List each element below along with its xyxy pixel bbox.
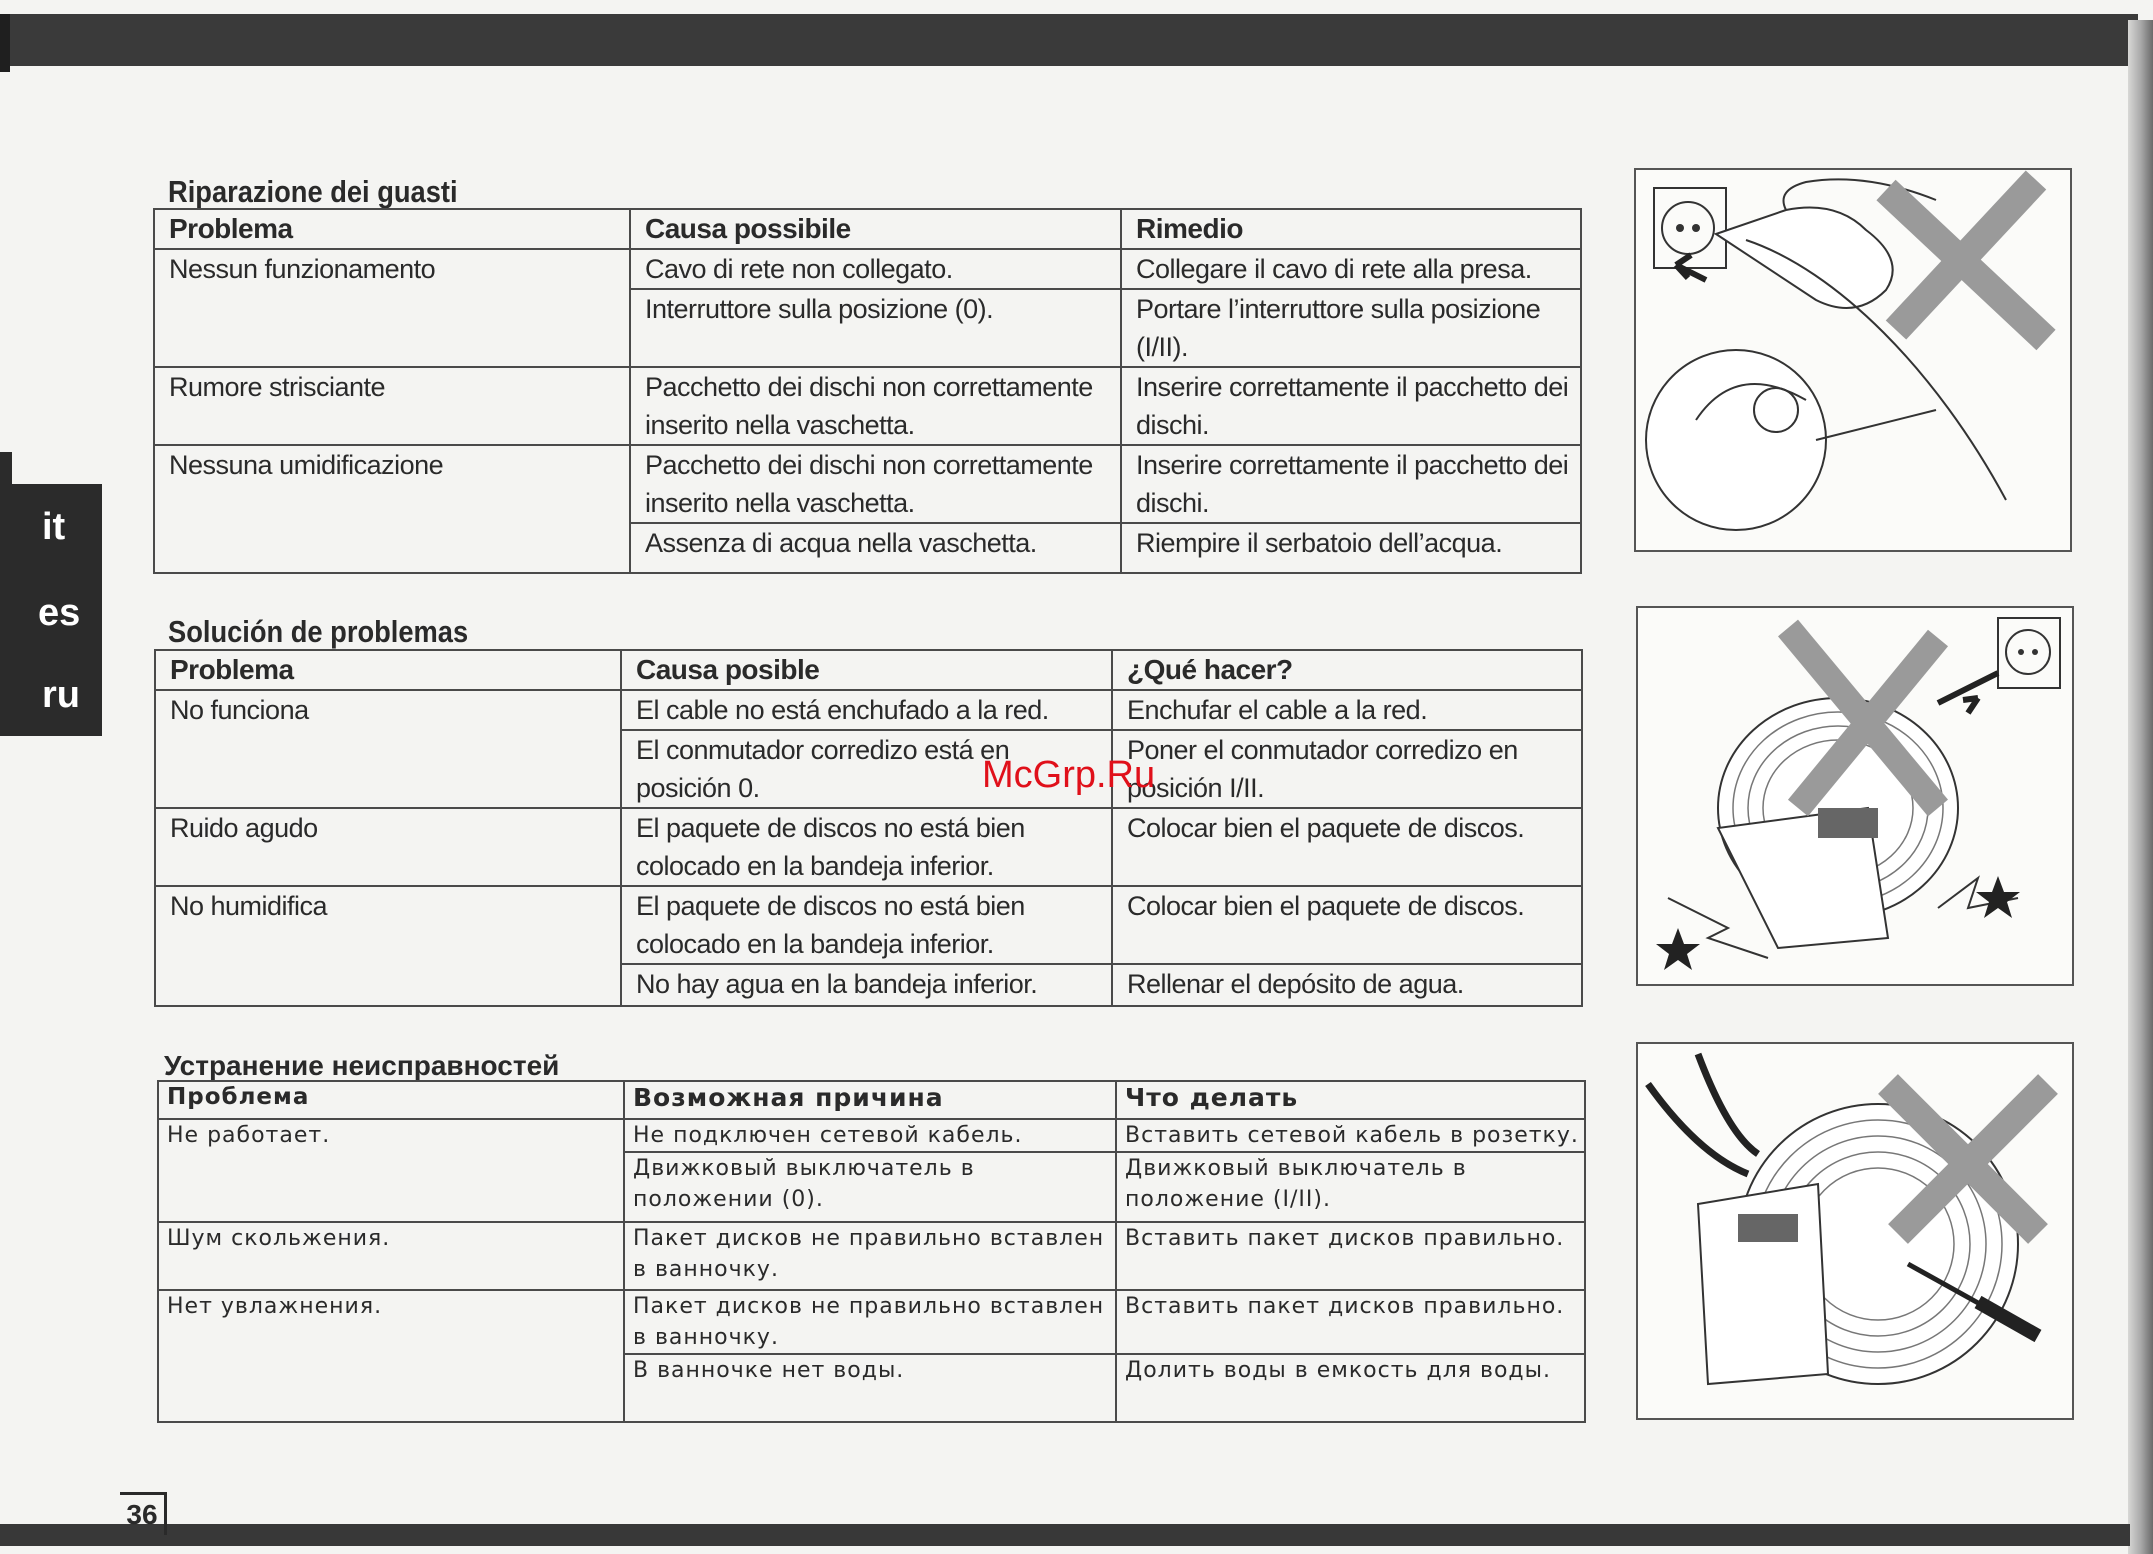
troubleshooting-table-ru <box>157 1080 1586 1423</box>
table-cell-remedy: Enchufar el cable a la red. <box>1112 690 1582 730</box>
table-cell-problem: Нет увлажнения. <box>158 1290 624 1422</box>
table-cell-problem: Rumore strisciante <box>154 367 630 445</box>
table-cell-cause: El paquete de discos no está bien colocado en la bandeja inferior. <box>621 808 1112 886</box>
table-cell-cause: Пакет дисков не правильно вставлен в ванночку. <box>624 1290 1116 1354</box>
watermark: McGrp.Ru <box>982 754 1156 796</box>
table-header-problem: Problema <box>155 650 621 690</box>
page-binding-edge <box>2128 20 2153 1554</box>
table-cell-cause: Не подключен сетевой кабель. <box>624 1119 1116 1152</box>
table-cell-cause: Interruttore sulla posizione (0). <box>630 289 1121 367</box>
tools-disassembly-drawing <box>1638 1044 2072 1418</box>
top-bar <box>0 14 2138 66</box>
table-header-remedy: Rimedio <box>1121 209 1581 249</box>
table-cell-remedy: Poner el conmutador corredizo en posición I/II. <box>1112 730 1582 808</box>
table-cell-problem: No humidifica <box>155 886 621 1006</box>
table-cell-remedy: Colocar bien el paquete de discos. <box>1112 808 1582 886</box>
table-cell-cause: El conmutador corredizo está en posición 0. <box>621 730 1112 808</box>
plug-cable-drawing <box>1636 170 2070 550</box>
illustration-no-disassembly <box>1636 1042 2074 1420</box>
language-label-ru: ru <box>42 674 80 716</box>
table-cell-remedy: Долить воды в емкость для воды. <box>1116 1354 1585 1422</box>
table-cell-cause: Cavo di rete non collegato. <box>630 249 1121 289</box>
table-header-remedy: Что делать <box>1116 1081 1585 1119</box>
troubleshooting-table-es <box>154 649 1583 1007</box>
table-cell-cause: Pacchetto dei dischi non correttamente inserito nella vaschetta. <box>630 367 1121 445</box>
illustration-device-drop <box>1636 606 2074 986</box>
table-header-cause: Возможная причина <box>624 1081 1116 1119</box>
table-header-cause: Causa possibile <box>630 209 1121 249</box>
table-cell-remedy: Inserire correttamente il pacchetto dei dischi. <box>1121 445 1581 523</box>
section-title-es: Solución de problemas <box>168 614 469 649</box>
table-cell-cause: Pacchetto dei dischi non correttamente inserito nella vaschetta. <box>630 445 1121 523</box>
table-header-remedy: ¿Qué hacer? <box>1112 650 1582 690</box>
table-cell-remedy: Collegare il cavo di rete alla presa. <box>1121 249 1581 289</box>
table-cell-remedy: Вставить сетевой кабель в розетку. <box>1116 1119 1585 1152</box>
top-bar-corner <box>0 14 10 72</box>
table-cell-remedy: Portare l’interruttore sulla posizione (I/II). <box>1121 289 1581 367</box>
table-cell-problem: Nessun funzionamento <box>154 249 630 367</box>
table-cell-remedy: Riempire il serbatoio dell’acqua. <box>1121 523 1581 573</box>
table-cell-problem: Ruido agudo <box>155 808 621 886</box>
table-cell-cause: В ванночке нет воды. <box>624 1354 1116 1422</box>
section-title-ru: Устранение неисправностей <box>164 1050 560 1081</box>
table-cell-remedy: Движковый выключатель в положение (I/II). <box>1116 1152 1585 1222</box>
table-cell-cause: Движковый выключатель в положении (0). <box>624 1152 1116 1222</box>
illustration-unplug-by-cable <box>1634 168 2072 552</box>
language-tab-edge <box>0 452 12 486</box>
page-number: 36 <box>120 1492 167 1535</box>
language-label-it: it <box>42 506 66 548</box>
table-cell-cause: El cable no está enchufado a la red. <box>621 690 1112 730</box>
bottom-bar <box>0 1524 2130 1546</box>
table-cell-problem: No funciona <box>155 690 621 808</box>
table-cell-cause: El paquete de discos no está bien colocado en la bandeja inferior. <box>621 886 1112 964</box>
table-header-problem: Problema <box>154 209 630 249</box>
table-cell-remedy: Вставить пакет дисков правильно. <box>1116 1290 1585 1354</box>
device-drop-drawing <box>1638 608 2072 984</box>
table-cell-cause: Assenza di acqua nella vaschetta. <box>630 523 1121 573</box>
table-cell-cause: Пакет дисков не правильно вставлен в ванночку. <box>624 1222 1116 1290</box>
table-cell-problem: Не работает. <box>158 1119 624 1222</box>
troubleshooting-table-it <box>153 208 1582 574</box>
language-label-es: es <box>38 592 81 634</box>
table-cell-problem: Nessuna umidificazione <box>154 445 630 573</box>
table-cell-remedy: Inserire correttamente il pacchetto dei dischi. <box>1121 367 1581 445</box>
section-title-it: Riparazione dei guasti <box>168 174 458 209</box>
table-cell-remedy: Colocar bien el paquete de discos. <box>1112 886 1582 964</box>
table-cell-remedy: Rellenar el depósito de agua. <box>1112 964 1582 1006</box>
table-header-problem: Проблема <box>158 1081 624 1119</box>
table-cell-problem: Шум скольжения. <box>158 1222 624 1290</box>
table-cell-remedy: Вставить пакет дисков правильно. <box>1116 1222 1585 1290</box>
table-header-cause: Causa posible <box>621 650 1112 690</box>
table-cell-cause: No hay agua en la bandeja inferior. <box>621 964 1112 1006</box>
